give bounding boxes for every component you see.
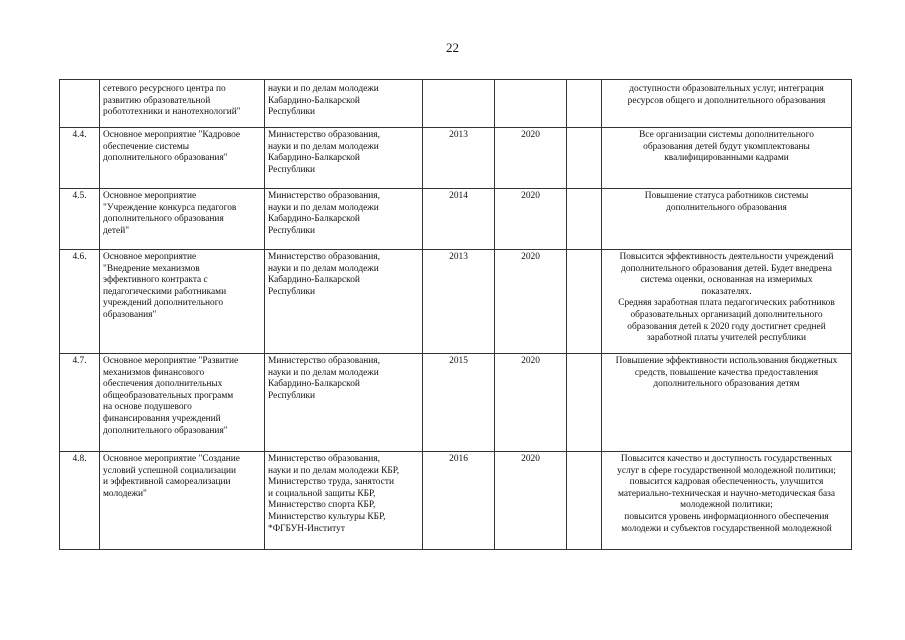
responsible-executor: науки и по делам молодежи Кабардино-Балкарской Республики <box>265 80 423 128</box>
start-year: 2013 <box>423 128 495 189</box>
responsible-executor: Министерство образования, науки и по делам молодежи Кабардино-Балкарской Республики <box>265 354 423 452</box>
end-year: 2020 <box>495 354 567 452</box>
activity-name: Основное мероприятие "Учреждение конкурса педагогов дополнительного образования детей" <box>100 189 265 250</box>
table-row <box>60 452 852 550</box>
end-year: 2020 <box>495 250 567 354</box>
empty-cell <box>567 250 602 354</box>
page-number: 22 <box>446 40 459 55</box>
responsible-executor: Министерство образования, науки и по делам молодежи Кабардино-Балкарской Республики <box>265 189 423 250</box>
program-activities-table <box>59 79 852 550</box>
start-year: 2013 <box>423 250 495 354</box>
activity-name: Основное мероприятие "Внедрение механизмов эффективного контракта с педагогическими работниками учреждений дополнительного образования" <box>100 250 265 354</box>
row-number: 4.5. <box>60 189 100 250</box>
empty-cell <box>567 354 602 452</box>
expected-result: Повышение статуса работников системы дополнительного образования <box>602 189 852 250</box>
table-row <box>60 250 852 354</box>
empty-cell <box>567 189 602 250</box>
row-number: 4.6. <box>60 250 100 354</box>
end-year <box>495 80 567 128</box>
responsible-executor: Министерство образования, науки и по делам молодежи Кабардино-Балкарской Республики <box>265 250 423 354</box>
row-number <box>60 80 100 128</box>
expected-result: доступности образовательных услуг, интеграция ресурсов общего и дополнительного образования <box>602 80 852 128</box>
responsible-executor: Министерство образования, науки и по делам молодежи КБР, Министерство труда, занятости и социальной защиты КБР, Министерство спорта КБР, Министерство культуры КБР, *ФГБУН-Институт <box>265 452 423 550</box>
end-year: 2020 <box>495 452 567 550</box>
empty-cell <box>567 80 602 128</box>
activity-name: сетевого ресурсного центра по развитию образовательной робототехники и нанотехнологий" <box>100 80 265 128</box>
activity-name: Основное мероприятие "Кадровое обеспечение системы дополнительного образования" <box>100 128 265 189</box>
row-number: 4.7. <box>60 354 100 452</box>
expected-result: Повысится качество и доступность государственных услуг в сфере государственной молодежной политики; повысится кадровая обеспеченность, улучшится материально-техническая и научно-методическая база молодежной политики; повысится уровень информационного обеспечения молодежи и субъектов государственной молодежной <box>602 452 852 550</box>
start-year: 2015 <box>423 354 495 452</box>
table-row <box>60 189 852 250</box>
table-row <box>60 128 852 189</box>
expected-result: Повысится эффективность деятельности учреждений дополнительного образования детей. Будет внедрена система оценки, основанная на измеримых показателях. Средняя заработная плата педагогических работников образовательных организаций дополнительного образования детей к 2020 году достигнет средней заработной платы учителей республики <box>602 250 852 354</box>
empty-cell <box>567 452 602 550</box>
table-row <box>60 354 852 452</box>
end-year: 2020 <box>495 128 567 189</box>
expected-result: Повышение эффективности использования бюджетных средств, повышение качества предоставления дополнительного образования детям <box>602 354 852 452</box>
expected-result: Все организации системы дополнительного образования детей будут укомплектованы квалифицированными кадрами <box>602 128 852 189</box>
end-year: 2020 <box>495 189 567 250</box>
start-year <box>423 80 495 128</box>
table-row <box>60 80 852 128</box>
row-number: 4.4. <box>60 128 100 189</box>
start-year: 2016 <box>423 452 495 550</box>
activity-name: Основное мероприятие "Создание условий успешной социализации и эффективной самореализации молодежи" <box>100 452 265 550</box>
empty-cell <box>567 128 602 189</box>
responsible-executor: Министерство образования, науки и по делам молодежи Кабардино-Балкарской Республики <box>265 128 423 189</box>
start-year: 2014 <box>423 189 495 250</box>
activity-name: Основное мероприятие "Развитие механизмов финансового обеспечения дополнительных общеобразовательных программ на основе подушевого финансирования учреждений дополнительного образования" <box>100 354 265 452</box>
row-number: 4.8. <box>60 452 100 550</box>
